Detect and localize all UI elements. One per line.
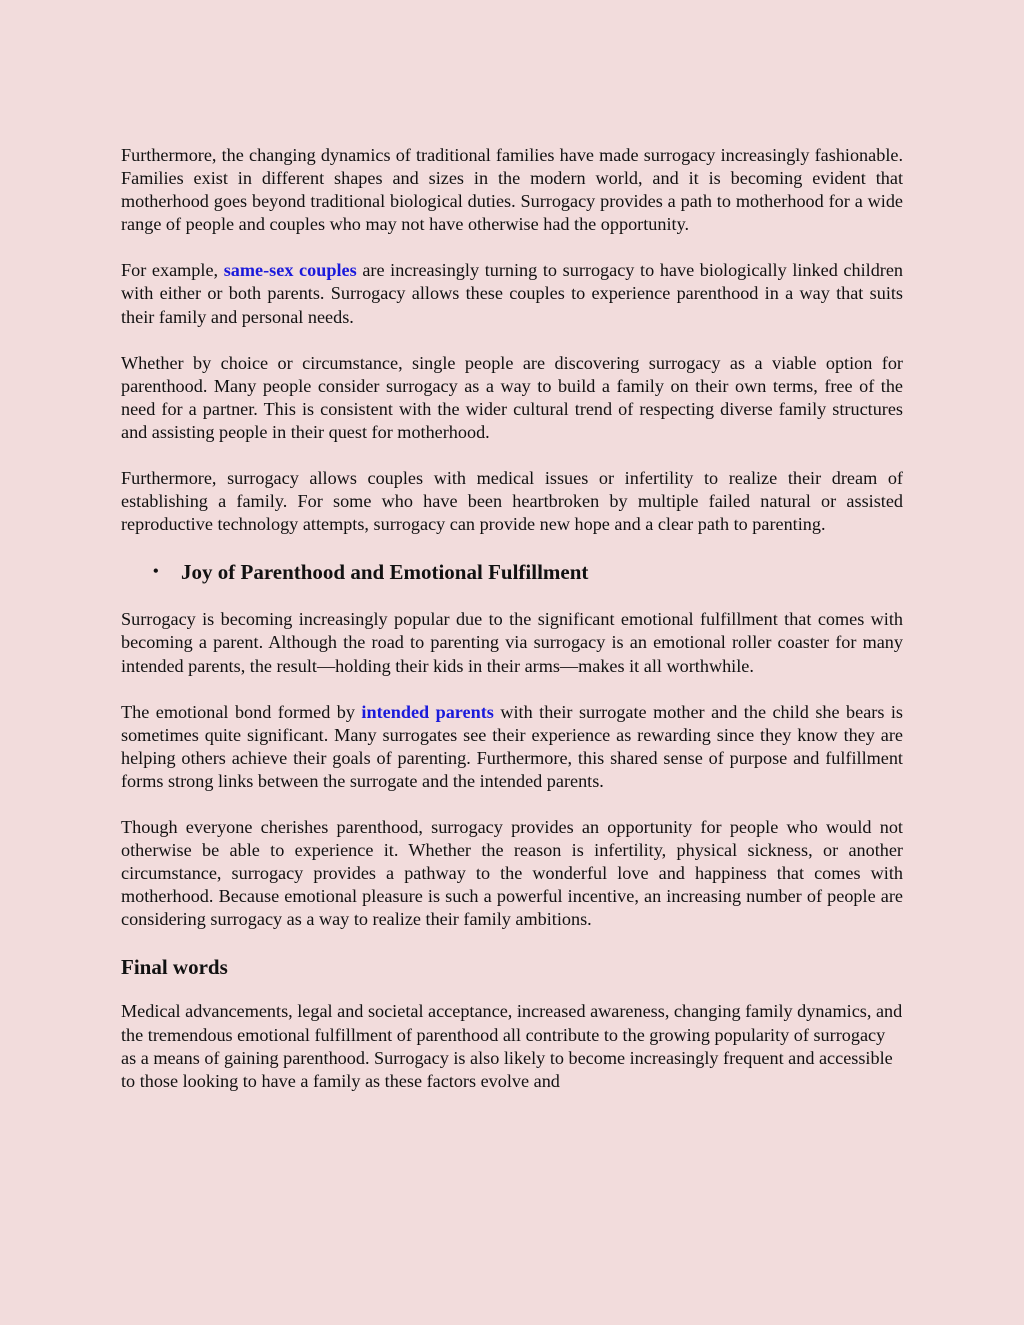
paragraph-emotional-fulfillment: Surrogacy is becoming increasingly popular due to the significant emotional fulfillment that comes with becoming a parent. Although the road to parenting via surrogacy is an emotional roller coaster for many intended parents, the result—holding their kids in their arms—makes it all worthwhile.: [121, 609, 903, 676]
section-heading-joy-of-parenthood: [121, 559, 903, 585]
document-body: [121, 144, 903, 1116]
paragraph-cherishes-parenthood: Though everyone cherishes parenthood, surrogacy provides an opportunity for people who would not otherwise be able to experience it. Whether the reason is infertility, physical sickness, or another circumstance, surrogacy provides a pathway to the wonderful love and happiness that comes with motherhood. Because emotional pleasure is such a powerful incentive, an increasing number of people are considering surrogacy as a way to realize their family ambitions.: [121, 816, 903, 930]
paragraph-text: are increasingly turning to surrogacy to have biologically linked children with either or both parents. Surrogacy allows these couples to experience parenthood in a way that suits their family and personal needs.: [121, 260, 904, 327]
intended-parents-link[interactable]: intended parents: [361, 701, 494, 722]
section-heading-final-words: Final words: [121, 955, 228, 980]
paragraph-single-people: Whether by choice or circumstance, single people are discovering surrogacy as a viable option for parenthood. Many people consider surrogacy as a way to build a family on their own terms, free of the need for a partner. This is consistent with the wider cultural trend of respecting diverse family structures and assisting people in their quest for motherhood.: [121, 352, 903, 442]
same-sex-couples-link[interactable]: same-sex couples: [223, 260, 357, 281]
paragraph-text: The emotional bond formed by: [121, 701, 362, 722]
paragraph-family-dynamics: Furthermore, the changing dynamics of traditional families have made surrogacy increasingly fashionable. Families exist in different shapes and sizes in the modern world, and it is becoming evident that motherhood goes beyond traditional biological duties. Surrogacy provides a path to motherhood for a wide range of people and couples who may not have otherwise had the opportunity.: [121, 145, 903, 235]
bullet-icon: •: [153, 563, 159, 581]
paragraph-emotional-bond: [121, 701, 903, 793]
paragraph-medical-issues: Furthermore, surrogacy allows couples with medical issues or infertility to realize their dream of establishing a family. For some who have been heartbroken by multiple failed natural or assisted reproductive technology attempts, surrogacy can provide new hope and a clear path to parenting.: [121, 468, 903, 535]
paragraph-text: with their surrogate mother and the child she bears is sometimes quite significant. Many surrogates see their experience as rewarding since they know they are helping others achieve their goals of parenting. Furthermore, this shared sense of purpose and fulfillment forms strong links between the surrogate and the intended parents.: [121, 701, 903, 791]
section-heading-text: Joy of Parenthood and Emotional Fulfillment: [181, 560, 589, 585]
paragraph-same-sex-couples: [121, 259, 903, 328]
paragraph-text: For example,: [121, 260, 224, 281]
paragraph-conclusion: Medical advancements, legal and societal acceptance, increased awareness, changing family dynamics, and the tremendous emotional fulfillment of parenthood all contribute to the growing popularity of surrogacy as a means of gaining parenthood. Surrogacy is also likely to become increasingly frequent and accessible to those looking to have a family as these factors evolve and: [121, 1001, 903, 1091]
